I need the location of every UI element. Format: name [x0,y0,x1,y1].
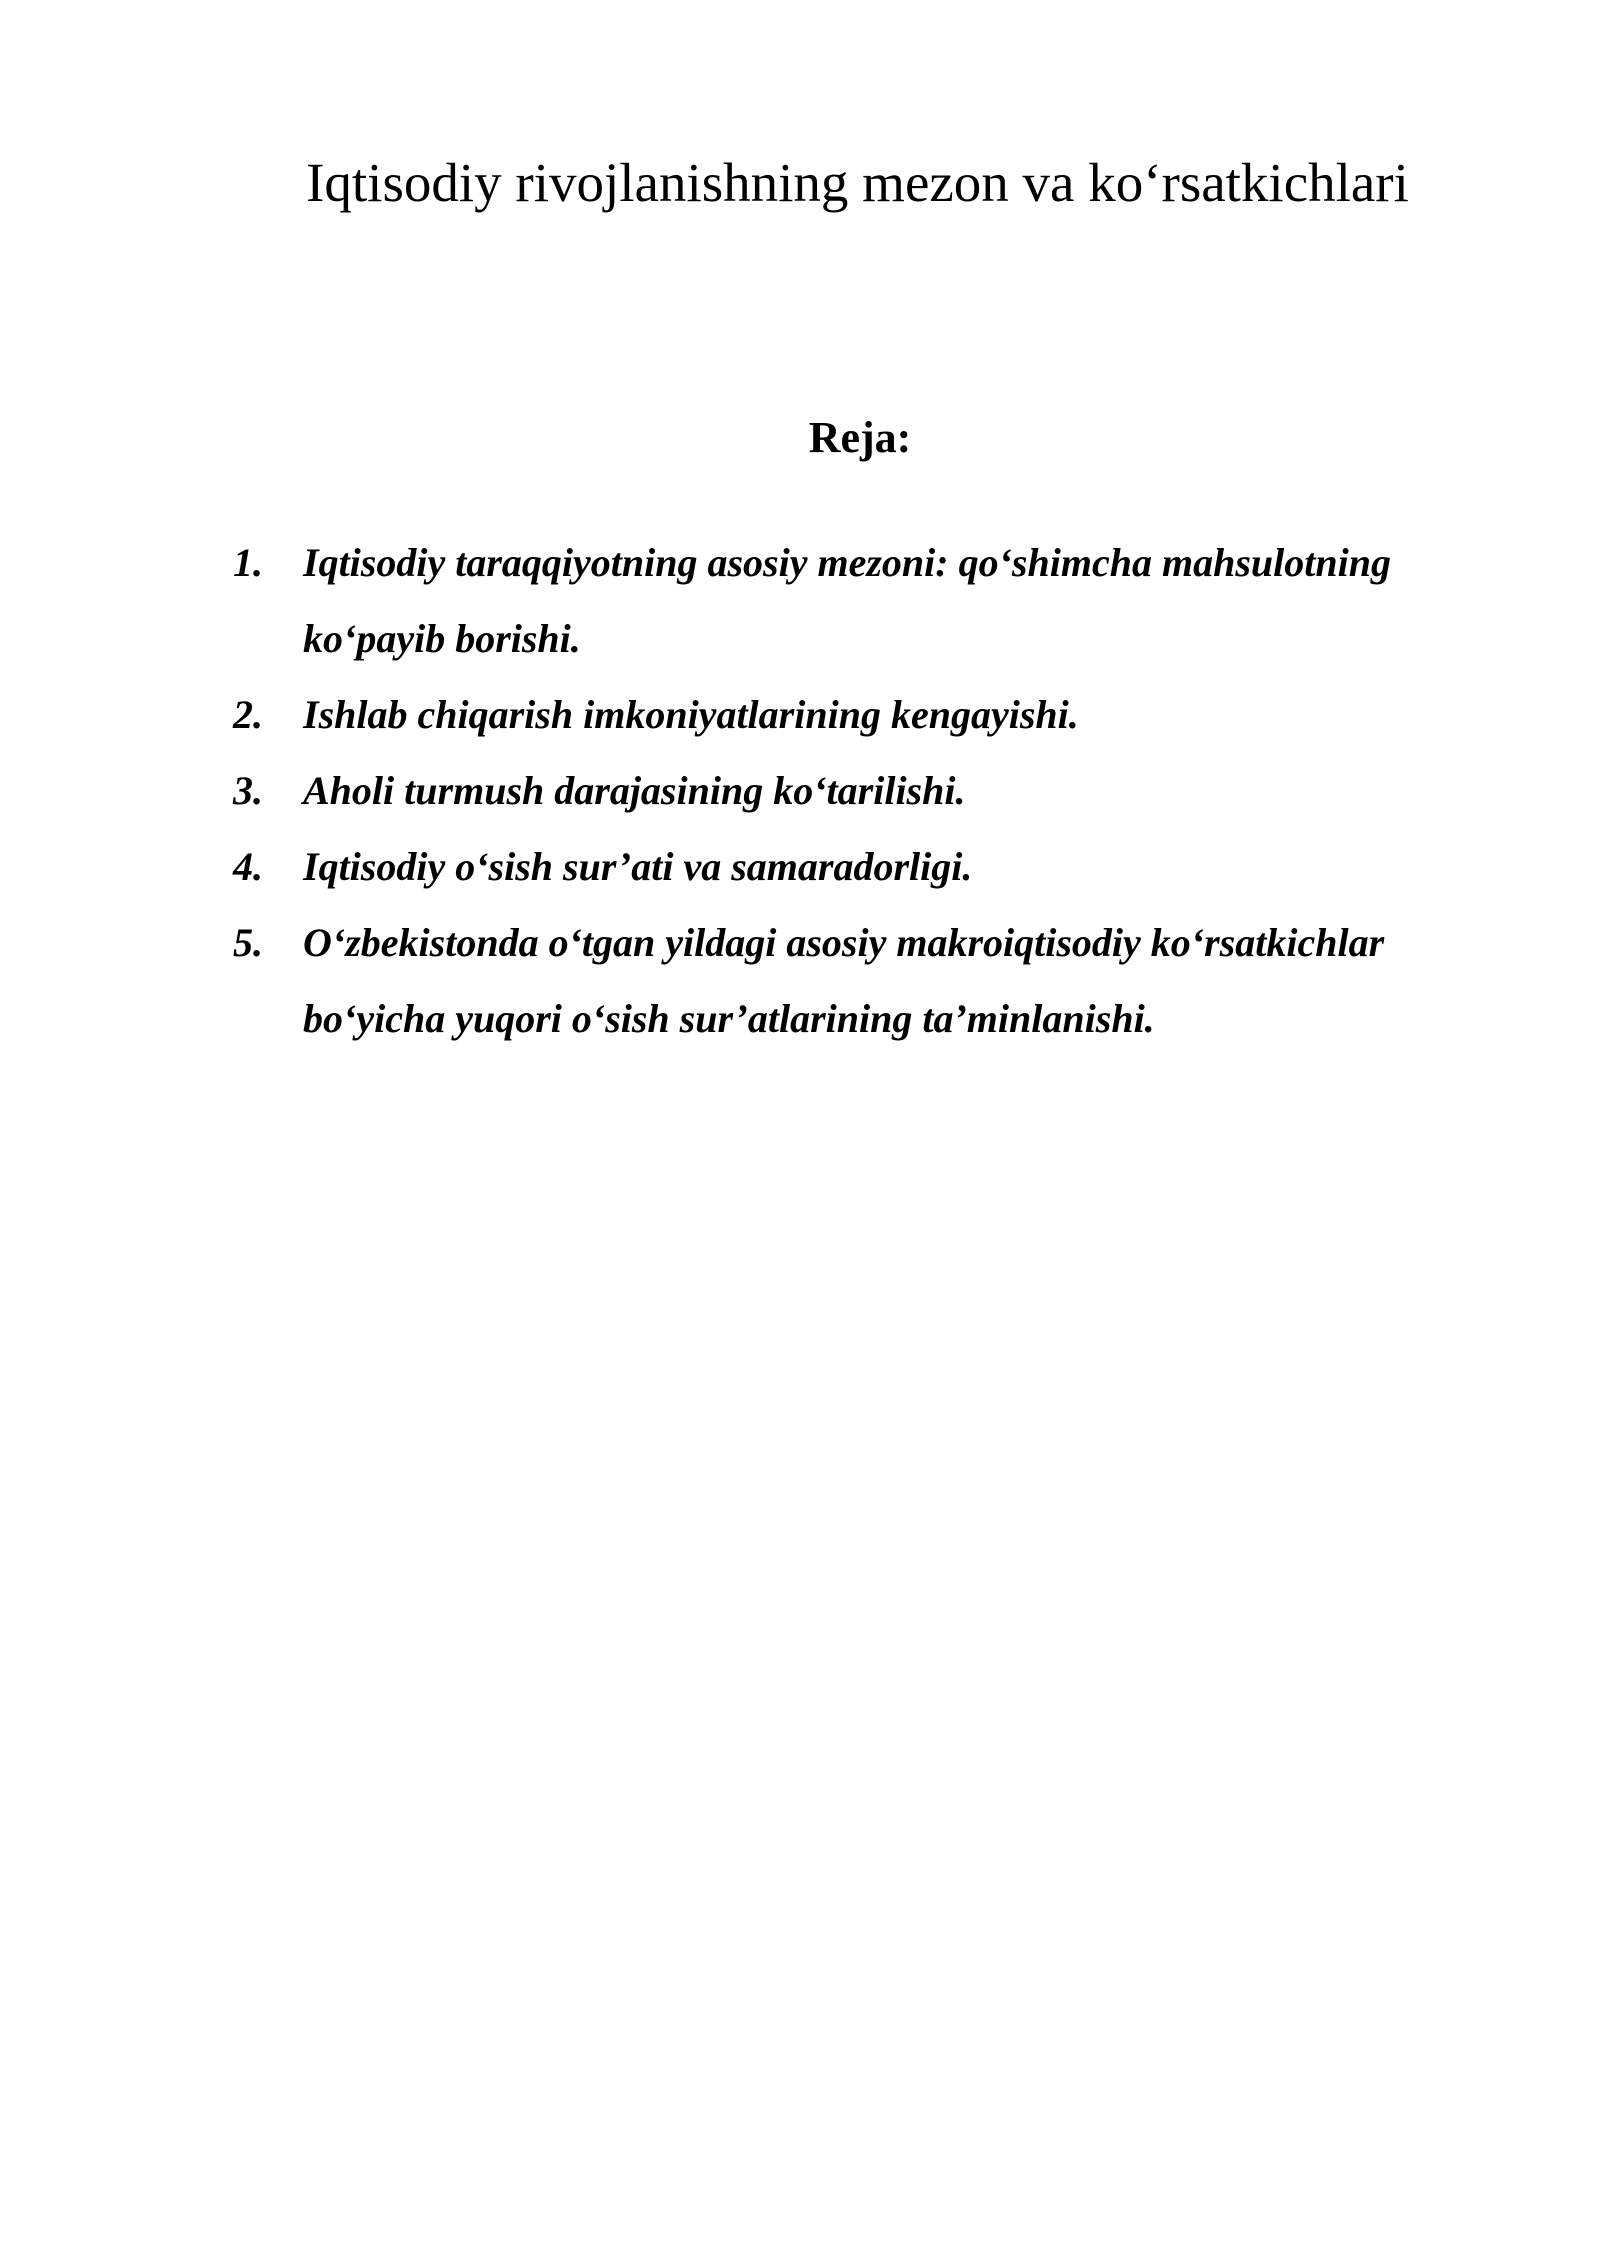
plan-list [233,525,1503,1057]
plan-item-text: Iqtisodiy taraqqiyotning asosiy mezoni: qo‘shimcha mahsulotning ko‘payib borishi. [303,540,1391,661]
plan-item-text: Aholi turmush darajasining ko‘tarilishi. [303,768,966,813]
plan-item-number: 4. [233,844,263,889]
plan-item-number: 5. [233,920,263,965]
plan-item-5 [233,905,1503,1057]
plan-item-number: 2. [233,692,263,737]
plan-item-4 [233,829,1503,905]
plan-item-1 [233,525,1503,677]
plan-item-text: Iqtisodiy o‘sish sur’ati va samaradorligi. [303,844,973,889]
plan-item-text: O‘zbekistonda o‘tgan yildagi asosiy makroiqtisodiy ko‘rsatkichlar bo‘yicha yuqori o‘sish sur’atlarining ta’minlanishi. [303,920,1385,1041]
plan-item-3 [233,753,1503,829]
plan-item-2 [233,677,1503,753]
plan-item-number: 3. [233,768,263,813]
plan-heading: Reja: [808,413,912,462]
document-title: Iqtisodiy rivojlanishning mezon va ko‘rsatkichlari [306,152,1409,213]
plan-item-number: 1. [233,540,263,585]
plan-item-text: Ishlab chiqarish imkoniyatlarining kengayishi. [303,692,1079,737]
